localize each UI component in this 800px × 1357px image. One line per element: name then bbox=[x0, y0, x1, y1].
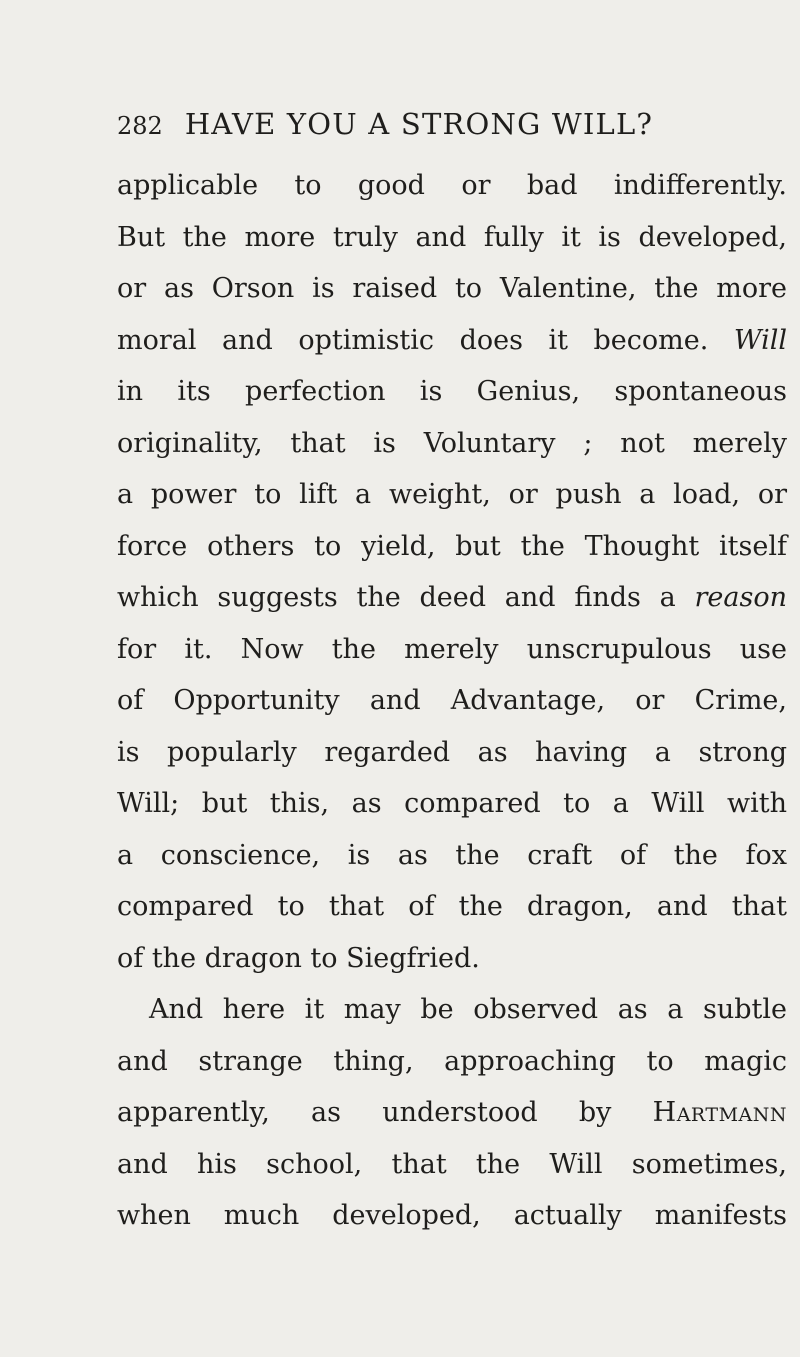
text-line-17: And here it may be observed as a subtle bbox=[149, 994, 787, 1025]
text-line-11: of Opportunity and Advantage, or Crime, bbox=[117, 685, 787, 716]
text-line-3: or as Orson is raised to Valentine, the more bbox=[117, 273, 787, 304]
text-line-19: apparently, as understood by Hartmann bbox=[117, 1097, 787, 1128]
text-line-6: originality, that is Voluntary ; not merely bbox=[117, 427, 787, 459]
italic-word-reason: reason bbox=[694, 582, 787, 613]
text-line-2: But the more truly and fully it is developed, bbox=[117, 221, 787, 253]
text-line-9: which suggests the deed and finds a reason bbox=[117, 582, 787, 613]
text-line-5: in its perfection is Genius, spontaneous bbox=[117, 376, 787, 407]
text-line-21: when much developed, actually manifests bbox=[117, 1200, 787, 1231]
text-line-16: of the dragon to Siegfried. bbox=[117, 942, 480, 974]
body-text bbox=[117, 160, 787, 1242]
text-line-7: a power to lift a weight, or push a load, or bbox=[117, 479, 787, 510]
text-line-8: force others to yield, but the Thought itself bbox=[117, 530, 787, 562]
text-line-18: and strange thing, approaching to magic bbox=[117, 1045, 787, 1077]
small-caps-hartmann: Hartmann bbox=[652, 1097, 787, 1128]
running-header bbox=[117, 104, 717, 144]
text-line-15: compared to that of the dragon, and that bbox=[117, 891, 787, 922]
italic-word-will: Will bbox=[733, 324, 787, 356]
text-line-1: applicable to good or bad indifferently. bbox=[117, 170, 787, 201]
running-title: HAVE YOU A STRONG WILL? bbox=[184, 107, 654, 141]
text-line-20: and his school, that the Will sometimes, bbox=[117, 1148, 787, 1180]
text-line-14: a conscience, is as the craft of the fox bbox=[117, 839, 787, 871]
page-number: 282 bbox=[117, 112, 163, 140]
text-line-12: is popularly regarded as having a strong bbox=[117, 736, 787, 768]
text-line-4: moral and optimistic does it become. Will bbox=[117, 324, 787, 356]
text-line-13: Will; but this, as compared to a Will with bbox=[117, 788, 787, 819]
text-line-10: for it. Now the merely unscrupulous use bbox=[117, 633, 787, 665]
